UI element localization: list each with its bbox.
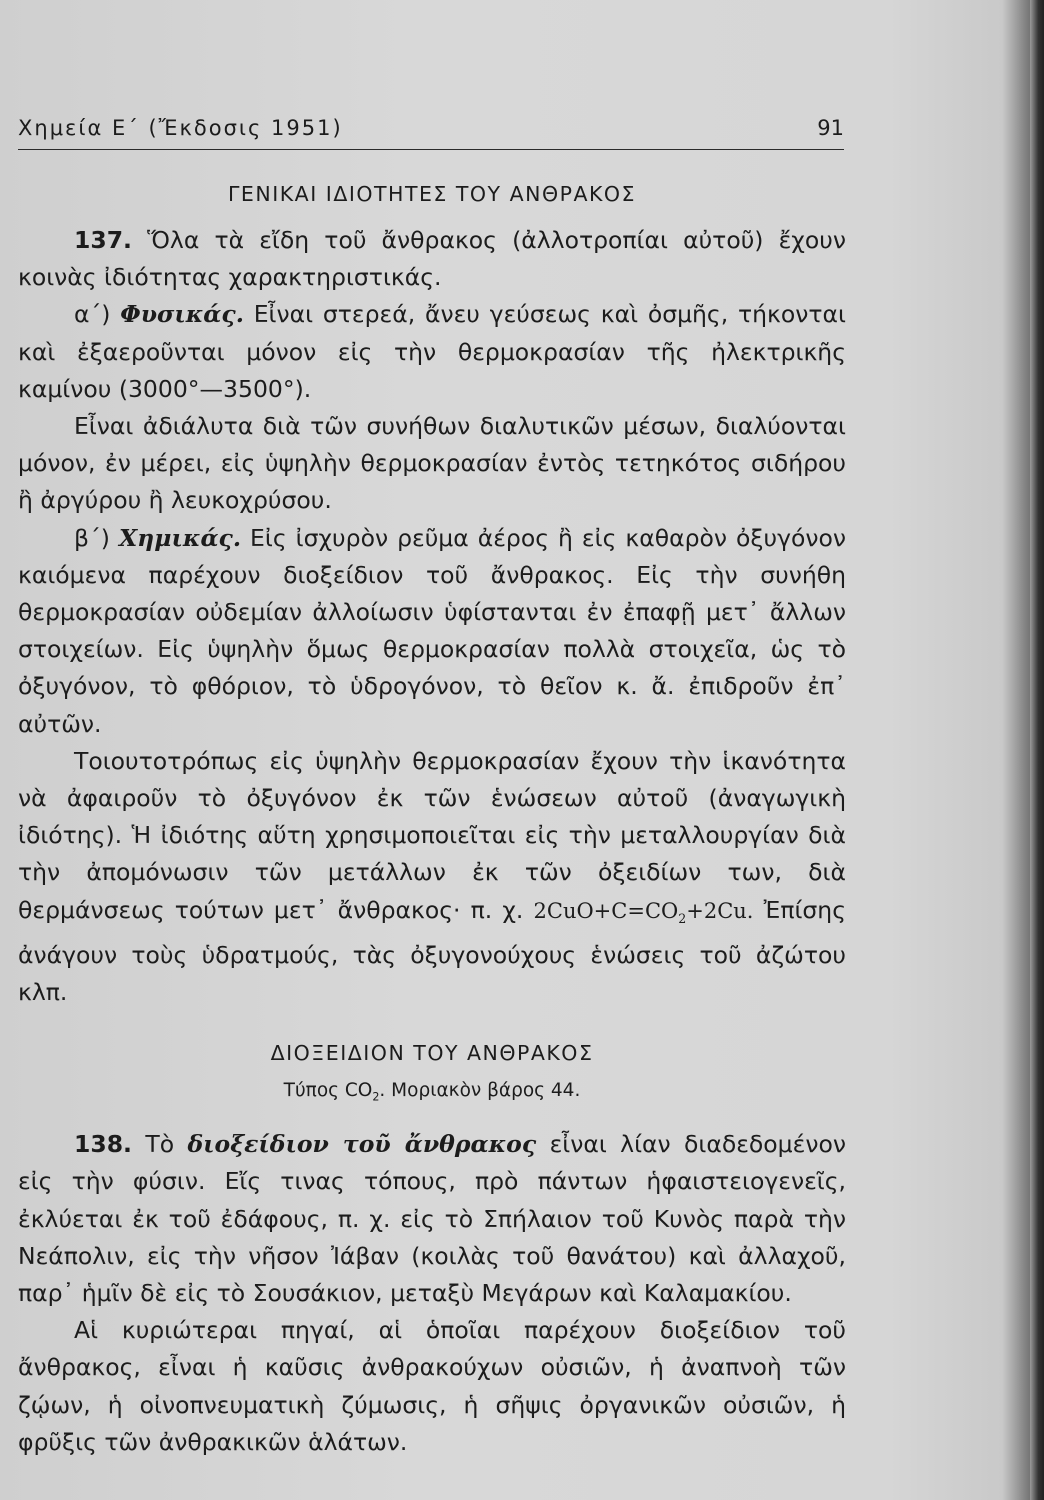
paragraph-physical-text: Εἶναι στερεά, ἄνευ γεύσεως καὶ ὀσμῆς, τήκονται καὶ ἐξαεροῦνται μόνον εἰς τὴν θερμοκρασίαν τῆς ἠλεκτρικῆς καμίνου (3000°—3500°). xyxy=(18,300,846,403)
paragraph-137-text: Ὅλα τὰ εἴδη τοῦ ἄνθρακος (ἀλλοτροπίαι αὐτοῦ) ἔχουν κοινὰς ἰδιότητας χαρακτηριστικάς. xyxy=(18,226,846,292)
paragraph-138-text: εἶναι λίαν διαδεδομένον εἰς τὴν φύσιν. Εἴς τινας τόπους, πρὸ πάντων ἡφαιστειογενεῖς, ἐκλύεται ἐκ τοῦ ἐδάφους, π. χ. εἰς τὸ Σπήλαιον τοῦ Κυνὸς παρὰ τὴν Νεάπολιν, εἰς τὴν νῆσον Ἰάβαν (κοιλὰς τοῦ θανάτου) καὶ ἀλλαχοῦ, παρ᾽ ἡμῖν δὲ εἰς τὸ Σουσάκιον, μεταξὺ Μεγάρων καὶ Καλαμακίου. xyxy=(18,1130,846,1307)
page-body xyxy=(18,172,846,1461)
section-heading-general-properties: ΓΕΝΙΚΑΙ ΙΔΙΟΤΗΤΕΣ ΤΟΥ ΑΝΘΡΑΚΟΣ xyxy=(227,182,637,206)
term-carbon-dioxide: διοξείδιον τοῦ ἄνθρακος xyxy=(187,1130,537,1159)
page-number: 91 xyxy=(817,116,844,140)
item-label-a: α΄) xyxy=(74,300,111,329)
page-edge-shadow xyxy=(1030,0,1044,1500)
formula-molar-mass: . Μοριακὸν βάρος 44. xyxy=(379,1080,581,1102)
paragraph-number-137: 137. xyxy=(74,226,132,254)
reduction-equation xyxy=(533,898,754,926)
paragraph-138 xyxy=(18,1126,846,1312)
formula-subscript: 2 xyxy=(372,1091,380,1105)
paragraph-sources: Αἱ κυριώτεραι πηγαί, αἱ ὁποῖαι παρέχουν διοξείδιον τοῦ ἄνθρακος, εἶναι ἡ καῦσις ἀνθρακούχων οὐσιῶν, ἡ ἀναπνοὴ τῶν ζῴων, ἡ οἰνοπνευματικὴ ζύμωσις, ἡ σῆψις ὀργανικῶν οὐσιῶν, ἡ φρῦξις τῶν ἀνθρακικῶν ἁλάτων. xyxy=(18,1316,846,1456)
paragraph-number-138: 138. xyxy=(74,1130,132,1159)
running-head-title: Χημεία Ε΄ (Ἔκδοσις 1951) xyxy=(18,116,343,140)
equation-subscript: 2 xyxy=(678,910,687,926)
header-rule xyxy=(18,149,844,150)
paragraph-reducing-text: Τοιουτοτρόπως εἰς ὑψηλὴν θερμοκρασίαν ἔχουν τὴν ἱκανότητα νὰ ἀφαιροῦν τὸ ὀξυγόνον ἐκ τῶν ἑνώσεων αὐτοῦ (ἀναγωγικὴ ἰδιότης). Ἡ ἰδιότης αὕτη χρησιμοποιεῖται εἰς τὴν μεταλλουργίαν διὰ τὴν ἀπομόνωσιν τῶν μετάλλων ἐκ τῶν ὀξειδίων των, διὰ θερμάνσεως τούτων μετ᾽ ἄνθρακος· π. χ. xyxy=(18,746,846,924)
section-heading-carbon-dioxide: ΔΙΟΞΕΙΔΙΟΝ ΤΟΥ ΑΝΘΡΑΚΟΣ xyxy=(270,1041,594,1066)
item-label-b: β΄) xyxy=(74,523,110,552)
paragraph-chemical xyxy=(18,520,846,743)
paragraph-reducing-text-after: Ἐπίσης ἀνάγουν τοὺς ὑδρατμούς, τὰς ὀξυγονούχους ἑνώσεις τοῦ ἀζώτου κλπ. xyxy=(18,895,846,1007)
paragraph-insoluble: Εἶναι ἀδιάλυτα διὰ τῶν συνήθων διαλυτικῶν μέσων, διαλύονται μόνον, ἐν μέρει, εἰς ὑψηλὴν θερμοκρασίαν ἐντὸς τετηκότος σιδήρου ἢ ἀργύρου ἢ λευκοχρύσου. xyxy=(18,412,846,515)
term-physical: Φυσικάς. xyxy=(120,300,244,329)
paragraph-138-lead: Τὸ xyxy=(145,1130,175,1159)
equation-left: 2CuO+C=CO xyxy=(533,898,679,923)
term-chemical: Χημικάς. xyxy=(118,523,242,552)
paragraph-chemical-text: Εἰς ἰσχυρὸν ρεῦμα ἀέρος ἢ εἰς καθαρὸν ὀξυγόνον καιόμενα παρέχουν διοξείδιον τοῦ ἄνθρακος. Εἰς τὴν συνήθη θερμοκρασίαν οὐδεμίαν ἀλλοίωσιν ὑφίστανται ἐν ἐπαφῇ μετ᾽ ἄλλων στοιχείων. Εἰς ὑψηλὴν ὅμως θερμοκρασίαν πολλὰ στοιχεῖα, ὡς τὸ ὀξυγόνον, τὸ φθόριον, τὸ ὑδρογόνον, τὸ θεῖον κ. ἄ. ἐπιδροῦν ἐπ᾽ αὐτῶν. xyxy=(18,523,846,738)
paragraph-physical xyxy=(18,296,846,408)
paragraph-137 xyxy=(18,222,846,296)
formula-line xyxy=(18,1073,846,1116)
paragraph-reducing xyxy=(18,743,846,1012)
formula-label: Τύπος CO xyxy=(283,1080,373,1102)
running-head xyxy=(18,116,844,150)
equation-right: +2Cu. xyxy=(686,898,754,923)
